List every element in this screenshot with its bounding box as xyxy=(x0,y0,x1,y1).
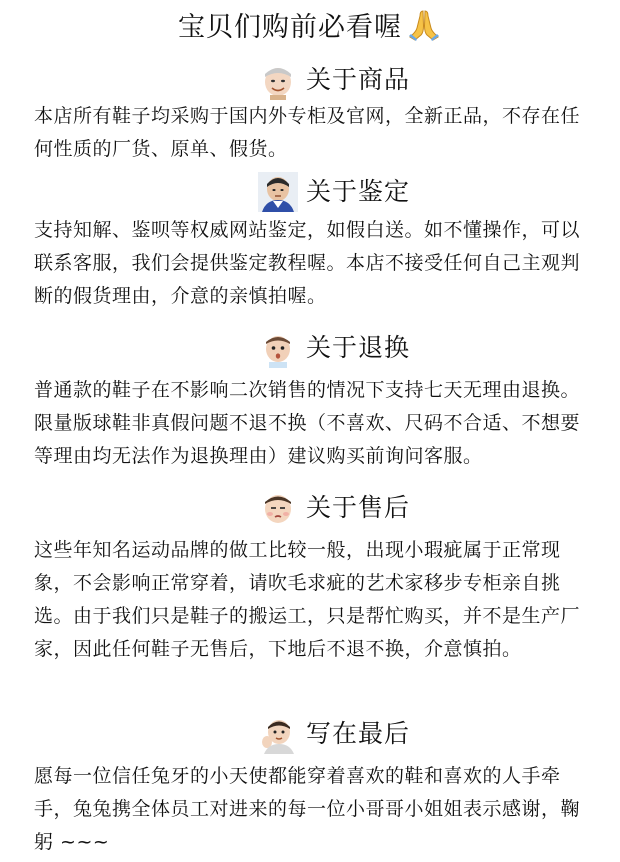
baby-pouting-avatar xyxy=(258,488,298,528)
page-title xyxy=(0,8,620,46)
baby-waving-avatar xyxy=(258,714,298,754)
section-heading-text: 写在最后 xyxy=(305,719,410,748)
section-heading-aftersales xyxy=(0,486,620,530)
section-heading-text: 关于鉴定 xyxy=(305,177,410,206)
section-heading-authentication xyxy=(0,170,620,214)
section-body-aftersales: 这些年知名运动品牌的做工比较一般，出现小瑕疵属于正常现象，不会影响正常穿着，请吹毛求疵的艺术家移步专柜亲自挑选。由于我们只是鞋子的搬运工，只是帮忙购买，并不是生产厂家，因此任何鞋子无售后，下地后不退不换，介意慎拍。 xyxy=(34,539,581,660)
section-body-products: 本店所有鞋子均采购于国内外专柜及官网，全新正品，不存在任何性质的厂货、原单、假货。 xyxy=(34,105,581,160)
baby-surprised-avatar xyxy=(258,328,298,368)
section-heading-text: 关于售后 xyxy=(305,493,410,522)
section-body-authentication: 支持知解、鉴呗等权威网站鉴定，如假白送。如不懂操作，可以联系客服，我们会提供鉴定教程喔。本店不接受任何自己主观判断的假货理由，介意的亲慎拍喔。 xyxy=(34,219,581,307)
section-body-final: 愿每一位信任兔牙的小天使都能穿着喜欢的鞋和喜欢的人手牵手，兔兔携全体员工对进来的每一位小哥哥小姐姐表示感谢，鞠躬 ~~~ xyxy=(34,765,581,853)
baby-thinking-avatar xyxy=(258,172,298,212)
page-title-text: 宝贝们购前必看喔 xyxy=(178,12,402,43)
baby-smiling-avatar xyxy=(258,60,298,100)
section-heading-text: 关于退换 xyxy=(305,333,410,362)
section-body-returns: 普通款的鞋子在不影响二次销售的情况下支持七天无理由退换。限量版球鞋非真假问题不退不换（不喜欢、尺码不合适、不想要等理由均无法作为退换理由）建议购买前询问客服。 xyxy=(34,379,581,467)
section-heading-returns xyxy=(0,326,620,370)
section-heading-final xyxy=(0,712,620,756)
praying-hands-icon xyxy=(406,8,442,42)
section-heading-text: 关于商品 xyxy=(305,65,410,94)
section-heading-products xyxy=(0,58,620,102)
